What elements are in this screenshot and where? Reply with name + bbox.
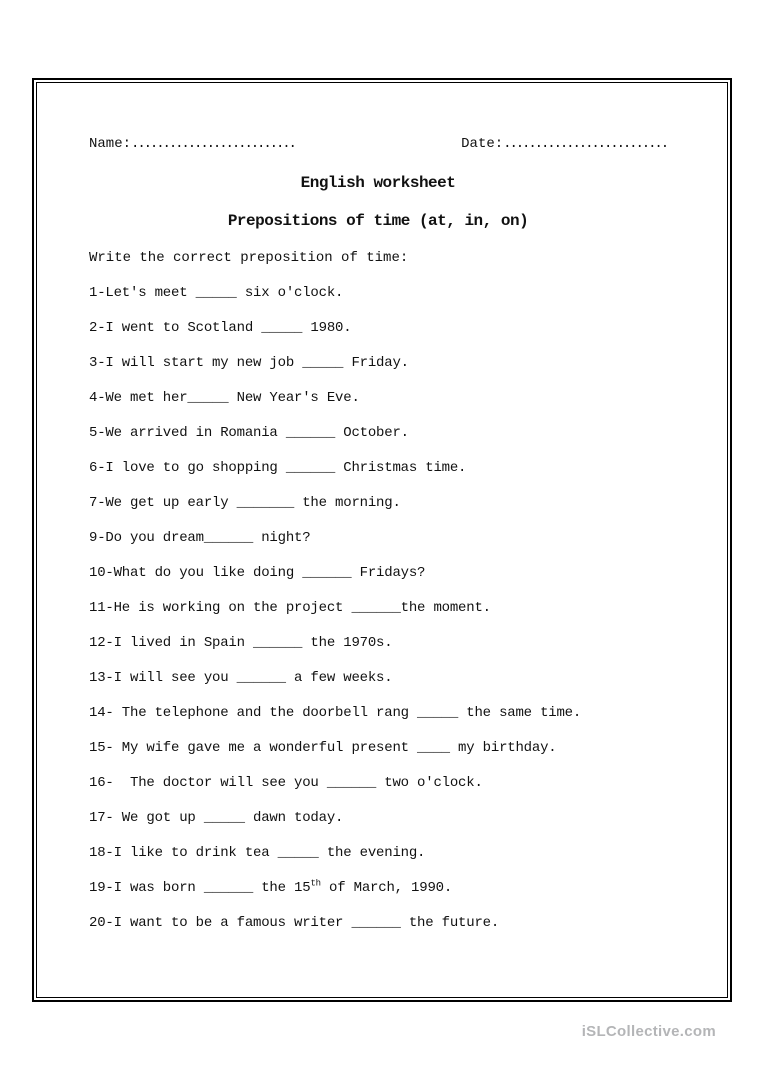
name-date-row	[89, 136, 667, 154]
sentence-19-superscript: th	[310, 878, 321, 889]
sentence-10	[89, 565, 667, 584]
islcollective-watermark: iSLCollective.com	[581, 1023, 716, 1040]
worksheet-border-frame	[32, 78, 732, 1002]
sentence-17	[89, 810, 667, 829]
name-blank-line: ..........................	[131, 136, 295, 152]
sentence-11-text: 11-He is working on the project ______the moment.	[89, 600, 491, 616]
sentence-16-text: 16- The doctor will see you ______ two o'clock.	[89, 775, 483, 791]
sentence-18	[89, 845, 667, 864]
sentence-18-text: 18-I like to drink tea _____ the evening.	[89, 845, 426, 861]
sentence-2	[89, 320, 667, 339]
sentence-2-text: 2-I went to Scotland _____ 1980.	[89, 320, 352, 336]
sentence-5	[89, 425, 667, 444]
sentence-9	[89, 530, 667, 549]
sentence-15-text: 15- My wife gave me a wonderful present ____ my birthday.	[89, 740, 557, 756]
sentence-6-text: 6-I love to go shopping ______ Christmas time.	[89, 460, 467, 476]
sentence-4	[89, 390, 667, 409]
sentence-19-pre: 19-I was born ______ the 15	[89, 880, 311, 896]
sentence-11	[89, 600, 667, 619]
sentence-5-text: 5-We arrived in Romania ______ October.	[89, 425, 409, 441]
sentence-3-text: 3-I will start my new job _____ Friday.	[89, 355, 409, 371]
sentence-13	[89, 670, 667, 689]
sentence-14-text: 14- The telephone and the doorbell rang _____ the same time.	[89, 705, 582, 721]
sentence-13-text: 13-I will see you ______ a few weeks.	[89, 670, 393, 686]
sentence-4-text: 4-We met her_____ New Year's Eve.	[89, 390, 360, 406]
sentence-12-text: 12-I lived in Spain ______ the 1970s.	[89, 635, 393, 651]
sentence-19-post: of March, 1990.	[320, 880, 453, 896]
worksheet-content	[39, 85, 725, 995]
worksheet-subtitle: Prepositions of time (at, in, on)	[227, 212, 529, 230]
date-blank-line: ..........................	[503, 136, 667, 152]
sentence-3	[89, 355, 667, 374]
sentence-19	[89, 880, 667, 899]
sentence-15	[89, 740, 667, 759]
sentence-7	[89, 495, 667, 514]
sentence-14	[89, 705, 667, 724]
date-field	[461, 136, 667, 154]
worksheet-title: English worksheet	[300, 174, 456, 192]
sentence-20	[89, 915, 667, 934]
name-field	[89, 136, 295, 154]
sentence-7-text: 7-We get up early _______ the morning.	[89, 495, 401, 511]
instruction-text: Write the correct preposition of time:	[89, 250, 409, 266]
sentence-1	[89, 285, 667, 304]
name-label: Name:	[89, 136, 132, 152]
sentence-1-text: 1-Let's meet _____ six o'clock.	[89, 285, 344, 301]
sentence-9-text: 9-Do you dream______ night?	[89, 530, 311, 546]
sentence-17-text: 17- We got up _____ dawn today.	[89, 810, 344, 826]
sentence-16	[89, 775, 667, 794]
sentence-6	[89, 460, 667, 479]
sentence-10-text: 10-What do you like doing ______ Fridays?	[89, 565, 426, 581]
sentence-20-text: 20-I want to be a famous writer ______ the future.	[89, 915, 500, 931]
date-label: Date:	[461, 136, 504, 152]
sentence-12	[89, 635, 667, 654]
